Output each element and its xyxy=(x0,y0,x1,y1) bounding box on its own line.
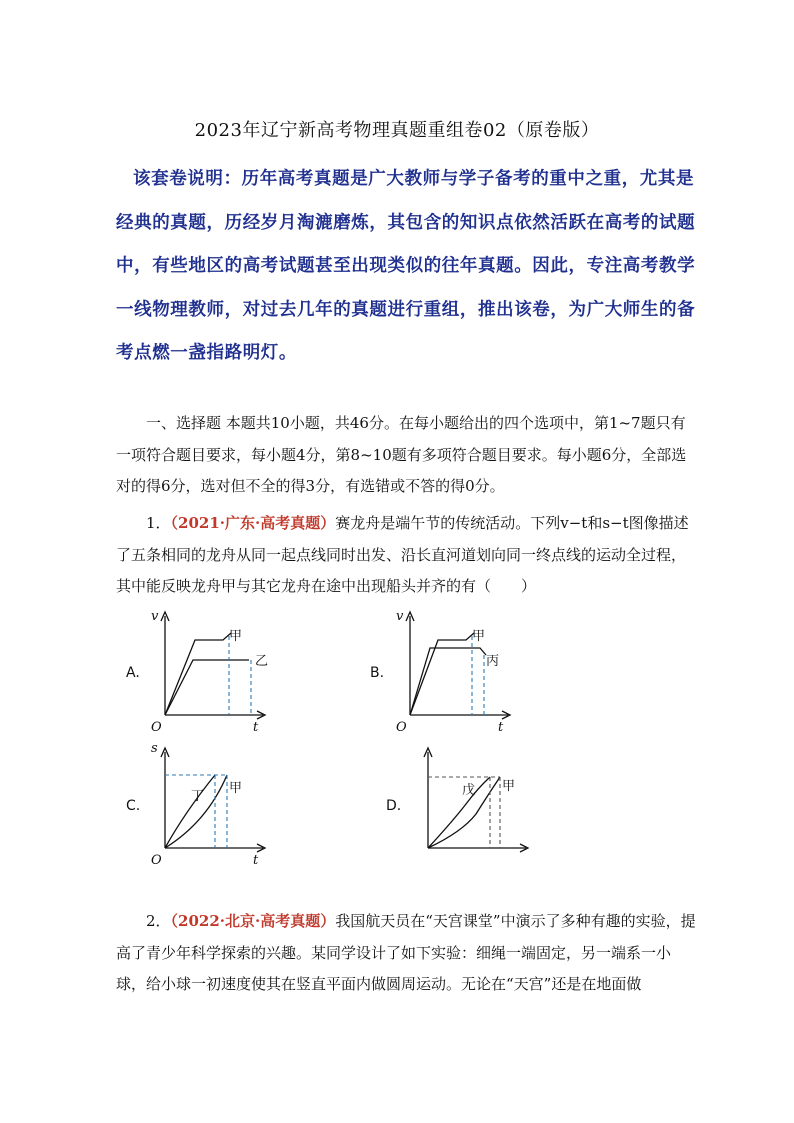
axis-label-t: t xyxy=(253,853,259,868)
series-label-ding: 丁 xyxy=(191,789,205,804)
curve-ding xyxy=(165,775,215,848)
graph-d xyxy=(408,740,533,865)
axis-label-s: s xyxy=(151,741,158,756)
graph-b xyxy=(390,608,515,733)
series-label-jia: 甲 xyxy=(229,629,243,644)
line-jia xyxy=(165,633,231,715)
axis-label-t: t xyxy=(253,720,259,735)
question-2 xyxy=(116,906,698,1001)
page-title: 2023年辽宁新高考物理真题重组卷02（原卷版） xyxy=(194,120,600,141)
curve-jia xyxy=(165,775,227,848)
question-number: 2． xyxy=(146,912,171,930)
graph-a xyxy=(145,608,270,733)
option-a-label: A. xyxy=(126,665,140,681)
series-label-jia: 甲 xyxy=(229,781,243,796)
question-text: 赛龙舟是端午节的传统活动。下列v−t和s−t图像描述了五条相同的龙舟从同一起点线同时出发、沿长直河道划向同一终点线的运动全过程，其中能反映龙舟甲与其它龙舟在途中出现船头并齐的有（ ） xyxy=(116,514,689,595)
line-bing xyxy=(410,648,486,715)
origin-label: O xyxy=(396,720,407,735)
series-label-bing: 丙 xyxy=(486,654,500,669)
option-b-label: B. xyxy=(370,665,385,681)
series-label-yi: 乙 xyxy=(255,654,269,669)
series-label-jia: 甲 xyxy=(502,779,516,794)
line-yi xyxy=(165,660,249,715)
paper-description: 该套卷说明：历年高考真题是广大教师与学子备考的重中之重，尤其是经典的真题，历经岁月淘漉磨炼，其包含的知识点依然活跃在高考的试题中，有些地区的高考试题甚至出现类似的往年真题。因此，专注高考教学一线物理教师，对过去几年的真题进行重组，推出该卷，为广大师生的备考点燃一盏指路明灯。 xyxy=(116,169,696,363)
curve-wu xyxy=(428,777,490,848)
series-label-jia: 甲 xyxy=(472,629,486,644)
graph-c xyxy=(145,740,270,868)
question-number: 1． xyxy=(146,514,171,532)
option-d-label: D. xyxy=(386,798,402,814)
origin-label: O xyxy=(151,853,162,868)
section-instructions: 一、选择题 本题共10小题，共46分。在每小题给出的四个选项中，第1~7题只有一项符合题目要求，每小题4分，第8~10题有多项符合题目要求。每小题6分，全部选对的得6分，选对但不全的得3分，有选错或不答的得0分。 xyxy=(116,414,687,495)
question-source: （2022·北京·高考真题） xyxy=(170,912,336,930)
axis-label-v: v xyxy=(396,609,404,624)
axis-label-t: t xyxy=(498,720,504,735)
question-source: （2021·广东·高考真题） xyxy=(170,514,336,532)
question-text: 我国航天员在“天宫课堂”中演示了多种有趣的实验，提高了青少年科学探索的兴趣。某同学设计了如下实验：细绳一端固定，另一端系一小球，给小球一初速度使其在竖直平面内做圆周运动。无论在“天宫”还是在地面做 xyxy=(116,912,696,993)
line-jia xyxy=(410,633,474,715)
series-label-wu: 戊 xyxy=(462,783,476,798)
axis-label-v: v xyxy=(151,609,159,624)
option-c-label: C. xyxy=(126,798,141,814)
origin-label: O xyxy=(151,720,162,735)
question-1 xyxy=(116,508,698,603)
